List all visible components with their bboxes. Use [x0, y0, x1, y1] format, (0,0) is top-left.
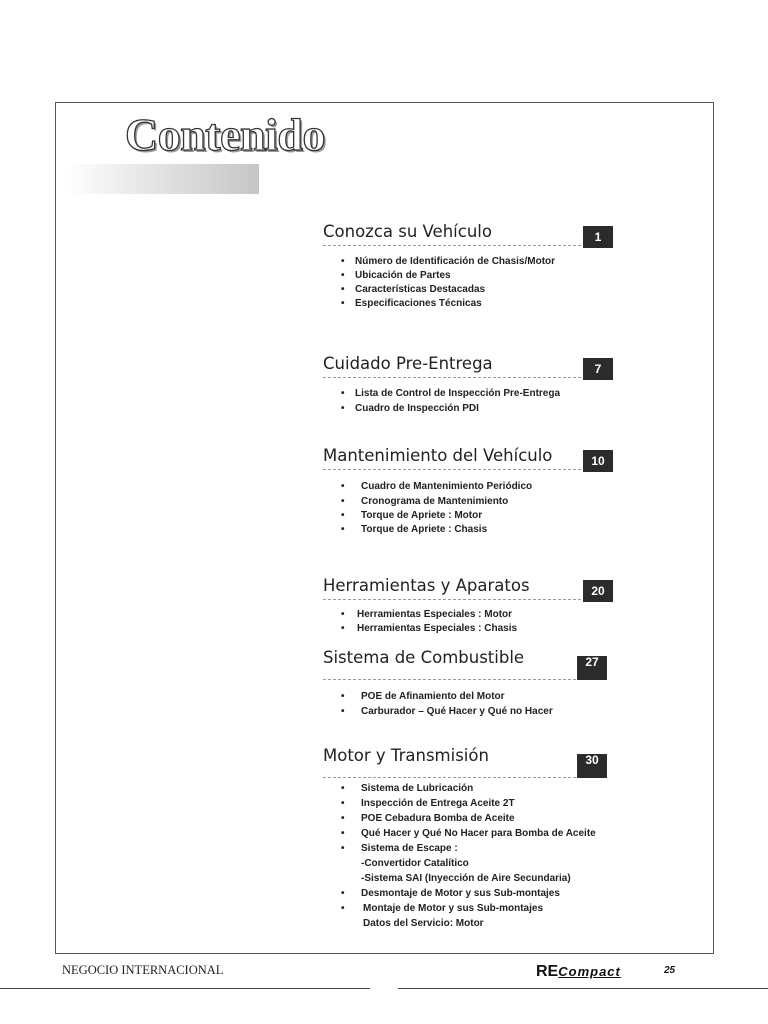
dashed-divider — [323, 599, 581, 600]
page-number-badge: 10 — [583, 450, 613, 472]
list-item: • Características Destacadas — [341, 284, 486, 295]
list-item: • Desmontaje de Motor y sus Sub-montajes — [341, 888, 560, 899]
page-number: 25 — [664, 965, 676, 976]
dashed-divider — [323, 679, 581, 680]
list-item: • Sistema de Lubricación — [341, 783, 474, 794]
brand-logo: RECompact — [536, 963, 621, 980]
section-title: Conozca su Vehículo — [323, 222, 492, 241]
list-item: -Convertidor Catalítico — [361, 858, 469, 869]
title-gradient-bar — [66, 164, 259, 194]
list-item: • Inspección de Entrega Aceite 2T — [341, 798, 515, 809]
list-item: • Número de Identificación de Chasis/Motor — [341, 256, 556, 267]
list-item: • Cuadro de Mantenimiento Periódico — [341, 481, 533, 492]
footer-rule-right — [398, 988, 768, 989]
list-item: • Herramientas Especiales : Chasis — [341, 623, 518, 634]
section-title: Mantenimiento del Vehículo — [323, 446, 553, 465]
dashed-divider — [323, 245, 581, 246]
section-title: Sistema de Combustible — [323, 648, 525, 667]
toc-section-mantenimiento[interactable] — [323, 446, 615, 537]
toc-section-herramientas[interactable] — [323, 576, 615, 636]
toc-section-cuidado[interactable] — [323, 354, 615, 416]
list-item: • Herramientas Especiales : Motor — [341, 609, 513, 620]
page-title: Contenido — [125, 109, 325, 160]
list-item: • Cronograma de Mantenimiento — [341, 496, 509, 507]
toc-section-conozca[interactable] — [323, 222, 615, 311]
list-item: • POE de Afinamiento del Motor — [341, 691, 505, 702]
toc-section-motor[interactable] — [323, 746, 615, 931]
list-item: -Sistema SAI (Inyección de Aire Secundaria) — [361, 873, 571, 884]
list-item: • Lista de Control de Inspección Pre-Entrega — [341, 388, 561, 399]
section-title: Motor y Transmisión — [323, 746, 489, 765]
page-number-badge: 30 — [577, 754, 607, 778]
section-title: Cuidado Pre-Entrega — [323, 354, 493, 373]
list-item: • Torque de Apriete : Chasis — [341, 524, 488, 535]
list-item: • POE Cebadura Bomba de Aceite — [341, 813, 515, 824]
list-item: • Montaje de Motor y sus Sub-montajes — [341, 903, 544, 914]
dashed-divider — [323, 777, 581, 778]
list-item: • Carburador – Qué Hacer y Qué no Hacer — [341, 706, 553, 717]
list-item: • Ubicación de Partes — [341, 270, 451, 281]
toc-section-combustible[interactable] — [323, 648, 615, 719]
list-item: • Torque de Apriete : Motor — [341, 510, 483, 521]
dashed-divider — [323, 377, 581, 378]
section-title: Herramientas y Aparatos — [323, 576, 530, 595]
footer-rule-left — [0, 988, 370, 989]
page-number-badge: 1 — [583, 226, 613, 248]
list-item: Datos del Servicio: Motor — [363, 918, 484, 929]
dashed-divider — [323, 469, 581, 470]
list-item: • Qué Hacer y Qué No Hacer para Bomba de Aceite — [341, 828, 596, 839]
list-item: • Especificaciones Técnicas — [341, 298, 482, 309]
page-number-badge: 20 — [583, 580, 613, 602]
footer-company-text: NEGOCIO INTERNACIONAL — [62, 963, 224, 977]
list-item: • Sistema de Escape : — [341, 843, 458, 854]
list-item: • Cuadro de Inspección PDI — [341, 403, 479, 414]
page-number-badge: 27 — [577, 656, 607, 680]
page-number-badge: 7 — [583, 358, 613, 380]
